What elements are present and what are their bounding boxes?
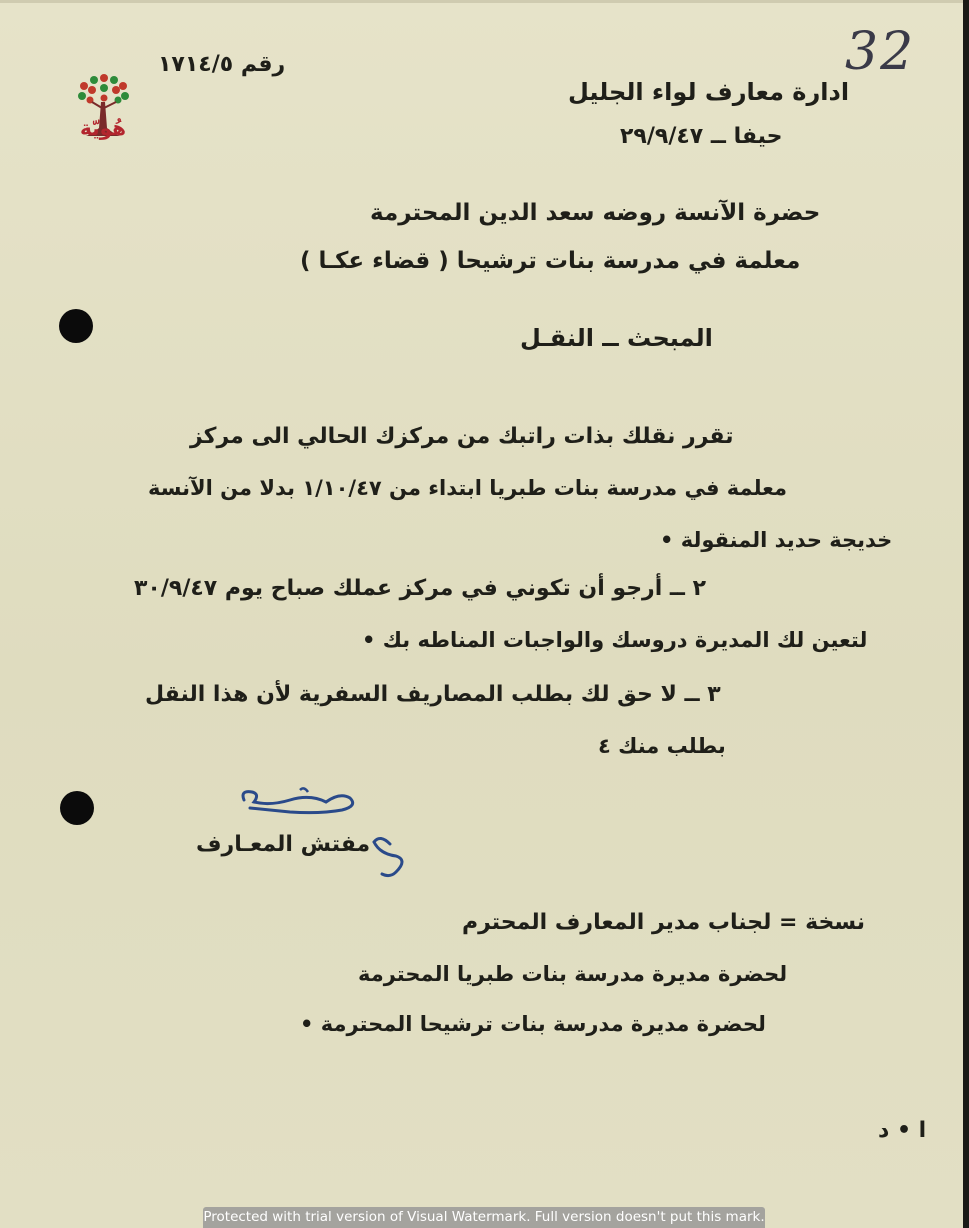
punch-hole-bottom	[60, 791, 94, 825]
addressee-line-2: معلمة في مدرسة بنات ترشيحا ( قضاء عكـا )	[300, 248, 801, 274]
paragraph-1-line-1: تقرر نقلك بذات راتبك من مركزك الحالي الى مركز	[190, 424, 734, 449]
paragraph-1-line-3: خديجة حديد المنقولة •	[660, 528, 893, 552]
issuer-heading: ادارة معارف لواء الجليل	[568, 78, 850, 106]
copy-line-3: لحضرة مديرة مدرسة بنات ترشيحا المحترمة •	[300, 1012, 766, 1036]
addressee-line-1: حضرة الآنسة روضه سعد الدين المحترمة	[370, 200, 821, 226]
paper-top-edge	[0, 0, 969, 3]
reference-number: رقم ١٧١٤/٥	[158, 52, 286, 77]
trial-watermark-banner: Protected with trial version of Visual Watermark. Full version doesn't put this mark.	[203, 1207, 765, 1228]
subject-line: المبحث ــ النقـل	[520, 324, 713, 352]
paragraph-2-line-1: ٢ ــ أرجو أن تكوني في مركز عملك صباح يوم ٣٠/٩/٤٧	[134, 576, 707, 601]
paragraph-3-line-2: بطلب منك ٤	[598, 734, 726, 758]
copy-line-1: نسخة = لجناب مدير المعارف المحترم	[462, 910, 865, 935]
paragraph-2-line-2: لتعين لك المديرة دروسك والواجبات المناطه بك •	[362, 628, 868, 652]
page-number: 32	[845, 22, 916, 82]
paragraph-3-line-1: ٣ ــ لا حق لك بطلب المصاريف السفرية لأن هذا النقل	[145, 682, 721, 707]
initials: ا • د	[878, 1118, 927, 1143]
signature-title: مفتش المعـارف	[196, 832, 371, 857]
paragraph-1-line-2: معلمة في مدرسة بنات طبريا ابتداء من ١/١٠/٤٧ بدلا من الآنسة	[148, 476, 788, 500]
copy-line-2: لحضرة مديرة مدرسة بنات طبريا المحترمة	[358, 962, 788, 986]
scan-right-border	[963, 0, 969, 1228]
hawiya-logo-icon	[72, 46, 134, 168]
logo-wordmark: هُويّة	[79, 116, 127, 140]
place-date: حيفا ــ ٢٩/٩/٤٧	[620, 124, 783, 149]
punch-hole-top	[59, 309, 93, 343]
